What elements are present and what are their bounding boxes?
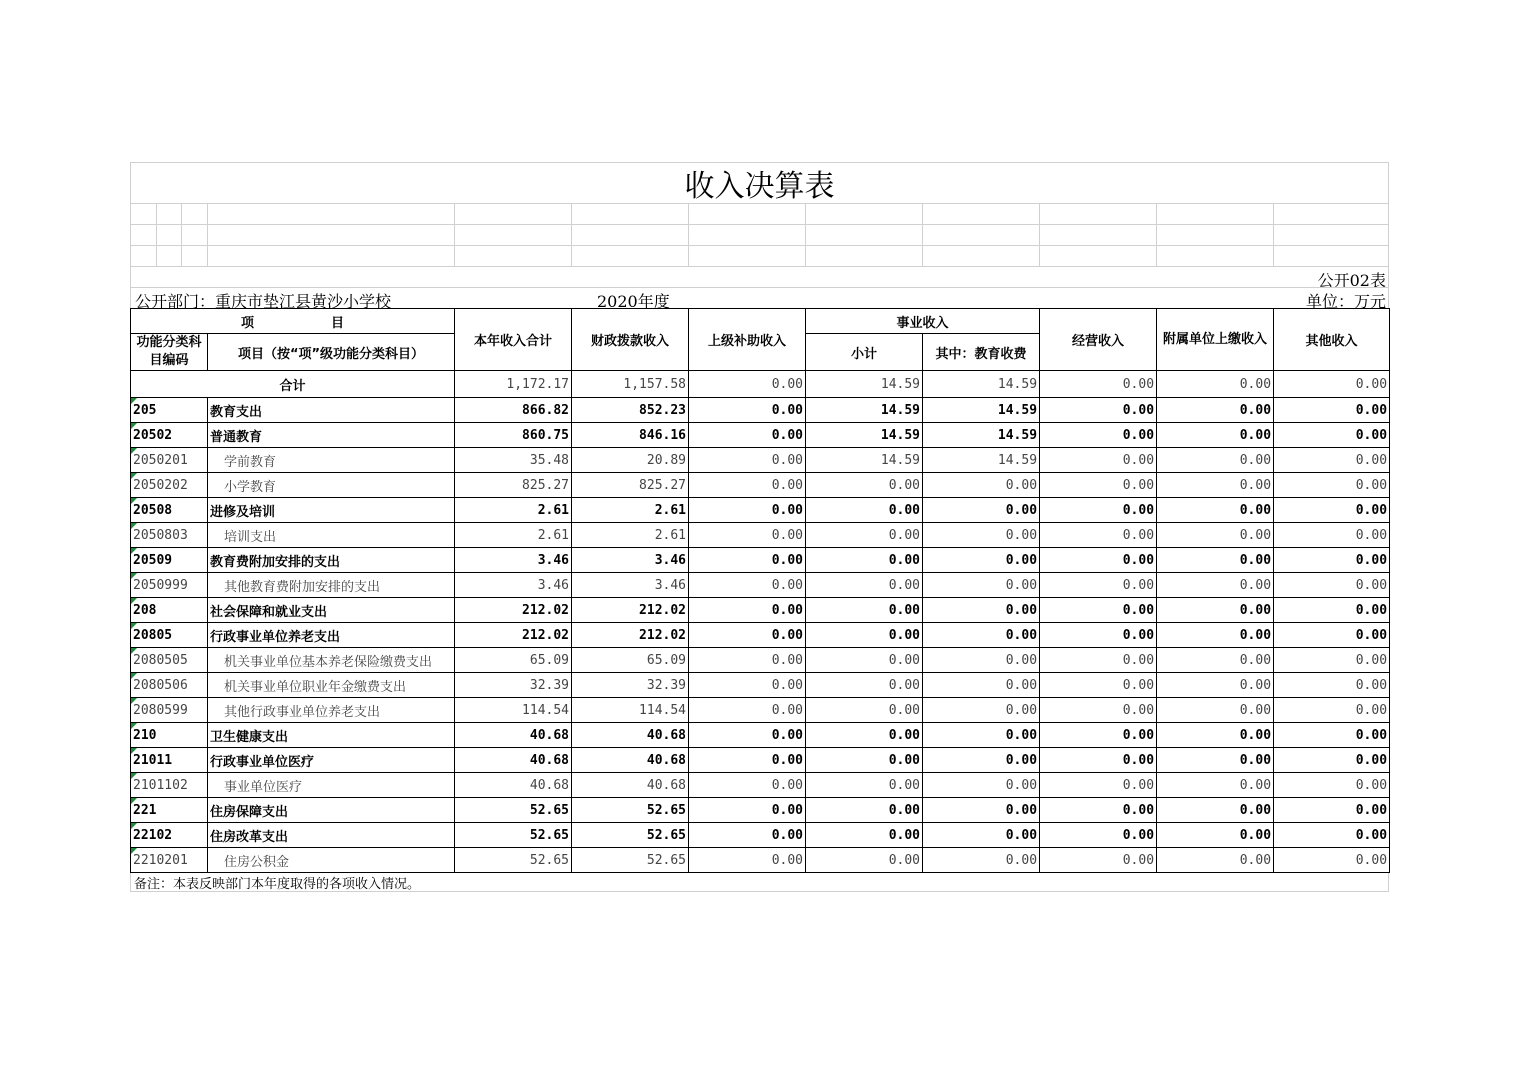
amount-cell: 0.00 — [1157, 398, 1274, 423]
amount-cell: 40.68 — [572, 773, 689, 798]
amount-cell: 0.00 — [923, 623, 1040, 648]
subject-code-cell: 20509 — [131, 548, 208, 573]
amount-cell: 0.00 — [806, 573, 923, 598]
amount-cell: 212.02 — [572, 598, 689, 623]
amount-cell: 0.00 — [806, 723, 923, 748]
amount-cell: 3.46 — [455, 573, 572, 598]
sheet-title: 收入决算表 — [130, 162, 1389, 203]
header-other: 其他收入 — [1274, 309, 1390, 371]
amount-cell: 0.00 — [806, 698, 923, 723]
amount-cell: 35.48 — [455, 448, 572, 473]
form-number-row — [130, 266, 1389, 290]
amount-cell: 52.65 — [572, 848, 689, 873]
amount-cell: 0.00 — [806, 548, 923, 573]
table-row — [131, 648, 1390, 673]
subject-name-cell: 机关事业单位基本养老保险缴费支出 — [208, 648, 455, 673]
amount-cell: 0.00 — [1157, 473, 1274, 498]
total-cell: 0.00 — [1274, 371, 1390, 398]
amount-cell: 212.02 — [455, 623, 572, 648]
amount-cell: 0.00 — [923, 723, 1040, 748]
total-cell: 0.00 — [689, 371, 806, 398]
amount-cell: 0.00 — [923, 848, 1040, 873]
amount-cell: 0.00 — [1040, 673, 1157, 698]
total-label: 合计 — [131, 371, 455, 398]
amount-cell: 866.82 — [455, 398, 572, 423]
amount-cell: 0.00 — [1157, 523, 1274, 548]
subject-code-cell: 22102 — [131, 823, 208, 848]
income-table — [130, 308, 1390, 873]
department-row — [130, 287, 1389, 311]
subject-code-cell: 20508 — [131, 498, 208, 523]
amount-cell: 0.00 — [1157, 548, 1274, 573]
amount-cell: 0.00 — [689, 598, 806, 623]
amount-cell: 0.00 — [806, 523, 923, 548]
amount-cell: 0.00 — [689, 673, 806, 698]
subject-name-cell: 学前教育 — [208, 448, 455, 473]
subject-code-cell: 2080599 — [131, 698, 208, 723]
amount-cell: 0.00 — [1157, 448, 1274, 473]
subject-code-cell: 2080505 — [131, 648, 208, 673]
amount-cell: 40.68 — [455, 748, 572, 773]
table-row — [131, 473, 1390, 498]
amount-cell: 0.00 — [923, 698, 1040, 723]
amount-cell: 14.59 — [923, 448, 1040, 473]
amount-cell: 846.16 — [572, 423, 689, 448]
amount-cell: 0.00 — [806, 598, 923, 623]
amount-cell: 52.65 — [455, 848, 572, 873]
amount-cell: 0.00 — [1040, 823, 1157, 848]
subject-code-cell: 2050201 — [131, 448, 208, 473]
amount-cell: 0.00 — [1157, 598, 1274, 623]
subject-code-cell: 2050202 — [131, 473, 208, 498]
table-row — [131, 398, 1390, 423]
amount-cell: 114.54 — [455, 698, 572, 723]
subject-name-cell: 进修及培训 — [208, 498, 455, 523]
subject-code-cell: 221 — [131, 798, 208, 823]
amount-cell: 0.00 — [1040, 848, 1157, 873]
header-subtotal: 小计 — [806, 334, 923, 371]
empty-row — [131, 224, 1388, 245]
table-row — [131, 573, 1390, 598]
subject-code-cell: 210 — [131, 723, 208, 748]
subject-code-cell: 20502 — [131, 423, 208, 448]
amount-cell: 0.00 — [689, 548, 806, 573]
amount-cell: 2.61 — [572, 523, 689, 548]
amount-cell: 825.27 — [572, 473, 689, 498]
amount-cell: 2.61 — [455, 523, 572, 548]
subject-code-cell: 2210201 — [131, 848, 208, 873]
amount-cell: 0.00 — [1274, 848, 1390, 873]
subject-name-cell: 住房公积金 — [208, 848, 455, 873]
header-edu-fee: 其中：教育收费 — [923, 334, 1040, 371]
subject-name-cell: 培训支出 — [208, 523, 455, 548]
subject-name-cell: 事业单位医疗 — [208, 773, 455, 798]
amount-cell: 65.09 — [572, 648, 689, 673]
amount-cell: 0.00 — [1157, 698, 1274, 723]
amount-cell: 0.00 — [1274, 748, 1390, 773]
table-row — [131, 798, 1390, 823]
amount-cell: 3.46 — [572, 573, 689, 598]
subject-code-cell: 205 — [131, 398, 208, 423]
amount-cell: 0.00 — [806, 498, 923, 523]
amount-cell: 14.59 — [806, 448, 923, 473]
amount-cell: 0.00 — [1274, 723, 1390, 748]
amount-cell: 14.59 — [806, 398, 923, 423]
amount-cell: 0.00 — [923, 473, 1040, 498]
amount-cell: 0.00 — [1040, 623, 1157, 648]
amount-cell: 0.00 — [689, 623, 806, 648]
amount-cell: 14.59 — [923, 398, 1040, 423]
table-row — [131, 823, 1390, 848]
amount-cell: 0.00 — [689, 773, 806, 798]
amount-cell: 65.09 — [455, 648, 572, 673]
amount-cell: 0.00 — [1040, 523, 1157, 548]
amount-cell: 0.00 — [1274, 573, 1390, 598]
amount-cell: 0.00 — [923, 598, 1040, 623]
subject-code-cell: 2101102 — [131, 773, 208, 798]
amount-cell: 0.00 — [806, 773, 923, 798]
header-career: 事业收入 — [806, 309, 1040, 334]
amount-cell: 0.00 — [1157, 498, 1274, 523]
amount-cell: 0.00 — [1157, 423, 1274, 448]
amount-cell: 114.54 — [572, 698, 689, 723]
amount-cell: 0.00 — [806, 798, 923, 823]
amount-cell: 0.00 — [1040, 548, 1157, 573]
header-total: 本年收入合计 — [455, 309, 572, 371]
amount-cell: 0.00 — [923, 798, 1040, 823]
table-row — [131, 773, 1390, 798]
amount-cell: 40.68 — [455, 723, 572, 748]
amount-cell: 0.00 — [1274, 473, 1390, 498]
amount-cell: 2.61 — [572, 498, 689, 523]
amount-cell: 0.00 — [806, 848, 923, 873]
amount-cell: 0.00 — [923, 523, 1040, 548]
amount-cell: 0.00 — [806, 473, 923, 498]
amount-cell: 0.00 — [1274, 448, 1390, 473]
amount-cell: 0.00 — [1157, 673, 1274, 698]
amount-cell: 40.68 — [455, 773, 572, 798]
amount-cell: 860.75 — [455, 423, 572, 448]
subject-code-cell: 2050999 — [131, 573, 208, 598]
subject-name-cell: 行政事业单位医疗 — [208, 748, 455, 773]
table-row — [131, 598, 1390, 623]
amount-cell: 0.00 — [1157, 573, 1274, 598]
amount-cell: 0.00 — [1274, 398, 1390, 423]
amount-cell: 0.00 — [1040, 798, 1157, 823]
amount-cell: 0.00 — [689, 523, 806, 548]
amount-cell: 0.00 — [1274, 548, 1390, 573]
amount-cell: 0.00 — [689, 698, 806, 723]
amount-cell: 0.00 — [689, 498, 806, 523]
amount-cell: 0.00 — [1157, 648, 1274, 673]
subject-name-cell: 社会保障和就业支出 — [208, 598, 455, 623]
amount-cell: 0.00 — [806, 748, 923, 773]
amount-cell: 0.00 — [1157, 723, 1274, 748]
amount-cell: 0.00 — [1274, 623, 1390, 648]
amount-cell: 0.00 — [689, 573, 806, 598]
header-project: 项 目 — [131, 309, 455, 334]
amount-cell: 0.00 — [1040, 498, 1157, 523]
amount-cell: 52.65 — [572, 798, 689, 823]
amount-cell: 20.89 — [572, 448, 689, 473]
table-row — [131, 848, 1390, 873]
header-fiscal: 财政拨款收入 — [572, 309, 689, 371]
amount-cell: 32.39 — [572, 673, 689, 698]
table-row — [131, 623, 1390, 648]
total-row — [131, 371, 1390, 398]
subject-name-cell: 行政事业单位养老支出 — [208, 623, 455, 648]
amount-cell: 0.00 — [1040, 473, 1157, 498]
amount-cell: 0.00 — [923, 648, 1040, 673]
subject-name-cell: 教育支出 — [208, 398, 455, 423]
subject-code-cell: 20805 — [131, 623, 208, 648]
amount-cell: 3.46 — [572, 548, 689, 573]
amount-cell: 0.00 — [1274, 673, 1390, 698]
amount-cell: 0.00 — [806, 823, 923, 848]
amount-cell: 0.00 — [1040, 773, 1157, 798]
amount-cell: 40.68 — [572, 723, 689, 748]
amount-cell: 2.61 — [455, 498, 572, 523]
amount-cell: 40.68 — [572, 748, 689, 773]
amount-cell: 0.00 — [1157, 748, 1274, 773]
amount-cell: 0.00 — [1040, 398, 1157, 423]
amount-cell: 0.00 — [1040, 748, 1157, 773]
form-number: 公开02表 — [1317, 271, 1386, 290]
amount-cell: 0.00 — [806, 623, 923, 648]
department-name: 公开部门：重庆市垫江县黄沙小学校 — [135, 292, 392, 311]
amount-cell: 0.00 — [689, 448, 806, 473]
amount-cell: 0.00 — [1157, 623, 1274, 648]
amount-cell: 32.39 — [455, 673, 572, 698]
amount-cell: 14.59 — [806, 423, 923, 448]
amount-cell: 0.00 — [1040, 573, 1157, 598]
header-business: 经营收入 — [1040, 309, 1157, 371]
amount-cell: 0.00 — [689, 823, 806, 848]
table-row — [131, 523, 1390, 548]
amount-cell: 0.00 — [1040, 423, 1157, 448]
amount-cell: 0.00 — [1040, 698, 1157, 723]
amount-cell: 0.00 — [923, 773, 1040, 798]
subject-name-cell: 住房保障支出 — [208, 798, 455, 823]
amount-cell: 0.00 — [923, 498, 1040, 523]
amount-cell: 52.65 — [455, 798, 572, 823]
amount-cell: 0.00 — [923, 673, 1040, 698]
amount-cell: 14.59 — [923, 423, 1040, 448]
amount-cell: 0.00 — [923, 573, 1040, 598]
subject-name-cell: 机关事业单位职业年金缴费支出 — [208, 673, 455, 698]
table-row — [131, 673, 1390, 698]
empty-row — [131, 203, 1388, 224]
table-row — [131, 498, 1390, 523]
income-statement-sheet — [130, 162, 1389, 892]
amount-cell: 0.00 — [689, 648, 806, 673]
amount-cell: 3.46 — [455, 548, 572, 573]
subject-code-cell: 2080506 — [131, 673, 208, 698]
amount-cell: 0.00 — [1157, 773, 1274, 798]
amount-cell: 0.00 — [1274, 648, 1390, 673]
amount-cell: 52.65 — [455, 823, 572, 848]
subject-code-cell: 208 — [131, 598, 208, 623]
table-row — [131, 723, 1390, 748]
amount-cell: 0.00 — [923, 748, 1040, 773]
amount-cell: 0.00 — [1274, 423, 1390, 448]
amount-cell: 0.00 — [1040, 598, 1157, 623]
amount-cell: 0.00 — [689, 848, 806, 873]
header-superior: 上级补助收入 — [689, 309, 806, 371]
subject-name-cell: 住房改革支出 — [208, 823, 455, 848]
amount-cell: 0.00 — [806, 648, 923, 673]
subject-name-cell: 卫生健康支出 — [208, 723, 455, 748]
table-row — [131, 448, 1390, 473]
amount-cell: 0.00 — [1274, 773, 1390, 798]
amount-cell: 0.00 — [1157, 823, 1274, 848]
header-name: 项目（按“项”级功能分类科目） — [208, 334, 455, 371]
amount-cell: 0.00 — [1157, 848, 1274, 873]
fiscal-year: 2020年度 — [597, 292, 670, 311]
amount-cell: 825.27 — [455, 473, 572, 498]
amount-cell: 852.23 — [572, 398, 689, 423]
total-cell: 0.00 — [1157, 371, 1274, 398]
amount-cell: 0.00 — [1157, 798, 1274, 823]
subject-name-cell: 小学教育 — [208, 473, 455, 498]
amount-cell: 0.00 — [806, 673, 923, 698]
currency-unit: 单位：万元 — [1305, 292, 1386, 311]
amount-cell: 0.00 — [1274, 698, 1390, 723]
amount-cell: 0.00 — [689, 398, 806, 423]
amount-cell: 0.00 — [689, 748, 806, 773]
table-row — [131, 748, 1390, 773]
empty-row — [131, 245, 1388, 266]
subject-name-cell: 教育费附加安排的支出 — [208, 548, 455, 573]
header-affiliated: 附属单位上缴收入 — [1157, 309, 1274, 371]
amount-cell: 0.00 — [689, 423, 806, 448]
total-cell: 14.59 — [923, 371, 1040, 398]
total-cell: 1,157.58 — [572, 371, 689, 398]
amount-cell: 0.00 — [1040, 723, 1157, 748]
subject-code-cell: 21011 — [131, 748, 208, 773]
amount-cell: 0.00 — [1040, 448, 1157, 473]
subject-name-cell: 普通教育 — [208, 423, 455, 448]
subject-name-cell: 其他行政事业单位养老支出 — [208, 698, 455, 723]
table-row — [131, 423, 1390, 448]
amount-cell: 0.00 — [1274, 598, 1390, 623]
table-row — [131, 548, 1390, 573]
amount-cell: 0.00 — [689, 473, 806, 498]
table-row — [131, 698, 1390, 723]
empty-grid-rows — [130, 203, 1389, 266]
amount-cell: 0.00 — [1040, 648, 1157, 673]
amount-cell: 0.00 — [1274, 798, 1390, 823]
total-cell: 1,172.17 — [455, 371, 572, 398]
footnote: 备注：本表反映部门本年度取得的各项收入情况。 — [130, 873, 1389, 892]
amount-cell: 52.65 — [572, 823, 689, 848]
header-code: 功能分类科目编码 — [131, 334, 208, 371]
amount-cell: 0.00 — [923, 548, 1040, 573]
total-cell: 0.00 — [1040, 371, 1157, 398]
amount-cell: 0.00 — [923, 823, 1040, 848]
amount-cell: 0.00 — [689, 723, 806, 748]
amount-cell: 212.02 — [455, 598, 572, 623]
amount-cell: 212.02 — [572, 623, 689, 648]
amount-cell: 0.00 — [689, 798, 806, 823]
subject-code-cell: 2050803 — [131, 523, 208, 548]
amount-cell: 0.00 — [1274, 823, 1390, 848]
total-cell: 14.59 — [806, 371, 923, 398]
amount-cell: 0.00 — [1274, 498, 1390, 523]
amount-cell: 0.00 — [1274, 523, 1390, 548]
subject-name-cell: 其他教育费附加安排的支出 — [208, 573, 455, 598]
